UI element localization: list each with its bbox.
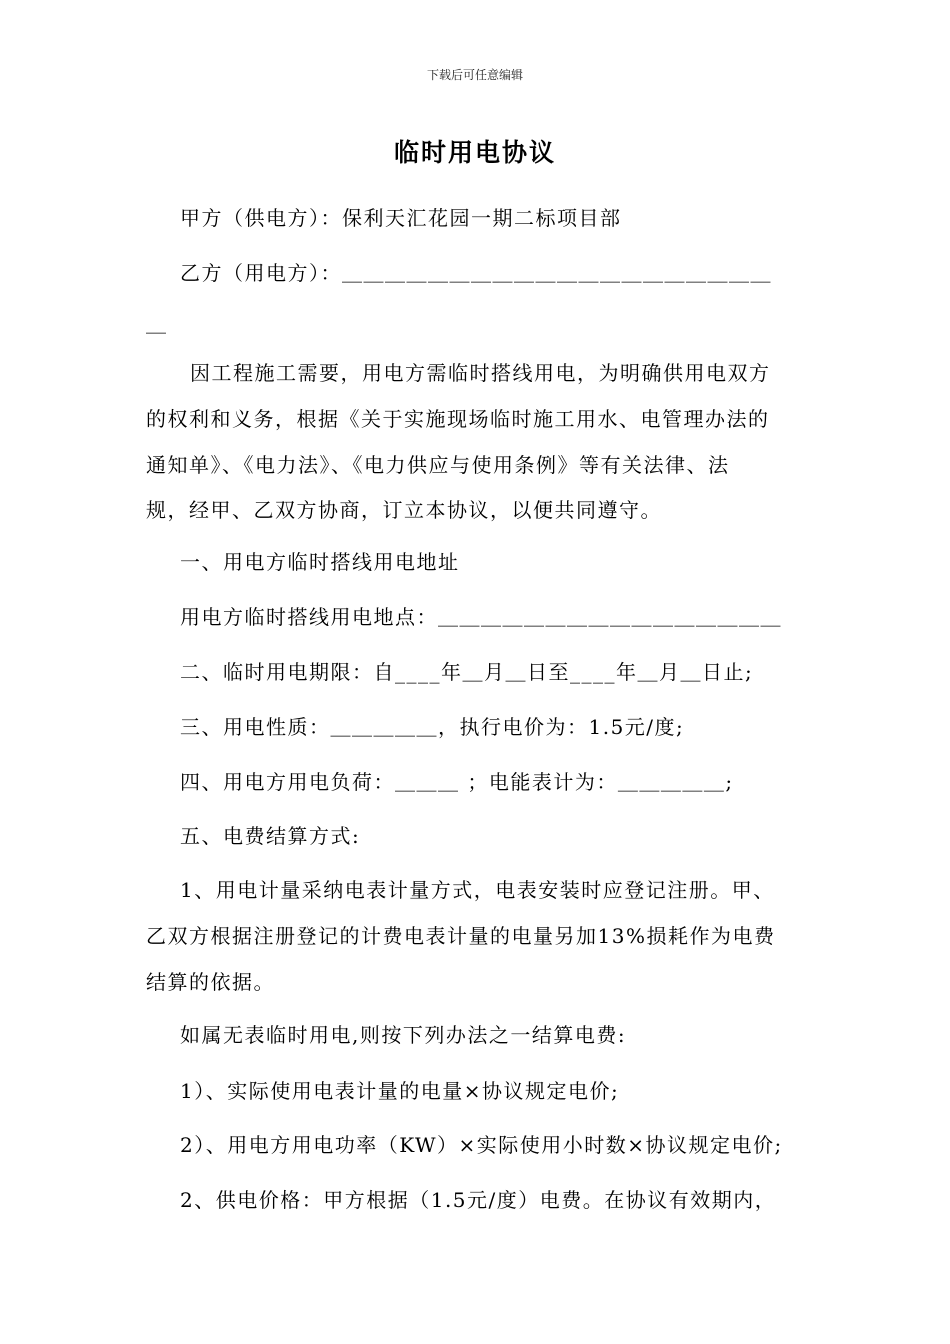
header-note: 下载后可任意编辑 xyxy=(426,68,523,82)
party-b-line: 乙方（用电方）：＿＿＿＿＿＿＿＿＿＿＿＿＿＿＿＿＿＿＿＿ xyxy=(180,261,772,285)
preamble-line-1: 因工程施工需要，用电方需临时搭线用电，为明确供用电双方 xyxy=(190,361,771,385)
document-title: 临时用电协议 xyxy=(393,138,556,167)
party-a-line: 甲方（供电方）：保利天汇花园一期二标项目部 xyxy=(180,206,622,230)
clause-1-line-3: 结算的依据。 xyxy=(146,970,275,994)
method-1: 1）、实际使用电表计量的电量×协议规定电价; xyxy=(180,1079,620,1103)
section-1-address: 用电方临时搭线用电地点：＿＿＿＿＿＿＿＿＿＿＿＿＿＿＿＿ xyxy=(180,605,782,629)
preamble-line-2: 的权利和义务，根据《关于实施现场临时施工用水、电管理办法的 xyxy=(146,407,770,431)
no-meter-note: 如属无表临时用电,则按下列办法之一结算电费: xyxy=(180,1023,627,1047)
party-b-line-continued: ＿ xyxy=(146,312,168,336)
section-2-period: 二、临时用电期限：自____年＿月＿日至____年＿月＿日止; xyxy=(180,660,754,684)
section-5-heading: 五、电费结算方式: xyxy=(180,824,361,848)
preamble-line-3: 通知单》、《电力法》、《电力供应与使用条例》等有关法律、法 xyxy=(146,453,730,477)
clause-1-line-2: 乙双方根据注册登记的计费电表计量的电量另加13%损耗作为电费 xyxy=(146,924,776,948)
method-2: 2）、用电方用电功率（KW）×实际使用小时数×协议规定电价; xyxy=(180,1133,783,1157)
section-3-nature: 三、用电性质：＿＿＿＿＿，执行电价为：1.5元/度; xyxy=(180,715,685,739)
clause-2-price: 2、供电价格：甲方根据（1.5元/度）电费。在协议有效期内， xyxy=(180,1188,777,1212)
section-4-load: 四、用电方用电负荷：＿＿＿ ；电能表计为：＿＿＿＿＿; xyxy=(180,770,734,794)
preamble-line-4: 规，经甲、乙双方协商，订立本协议，以便共同遵守。 xyxy=(146,498,662,522)
clause-1-line-1: 1、用电计量采纳电表计量方式，电表安装时应登记注册。甲、 xyxy=(180,878,775,902)
section-1-heading: 一、用电方临时搭线用电地址 xyxy=(180,550,460,574)
